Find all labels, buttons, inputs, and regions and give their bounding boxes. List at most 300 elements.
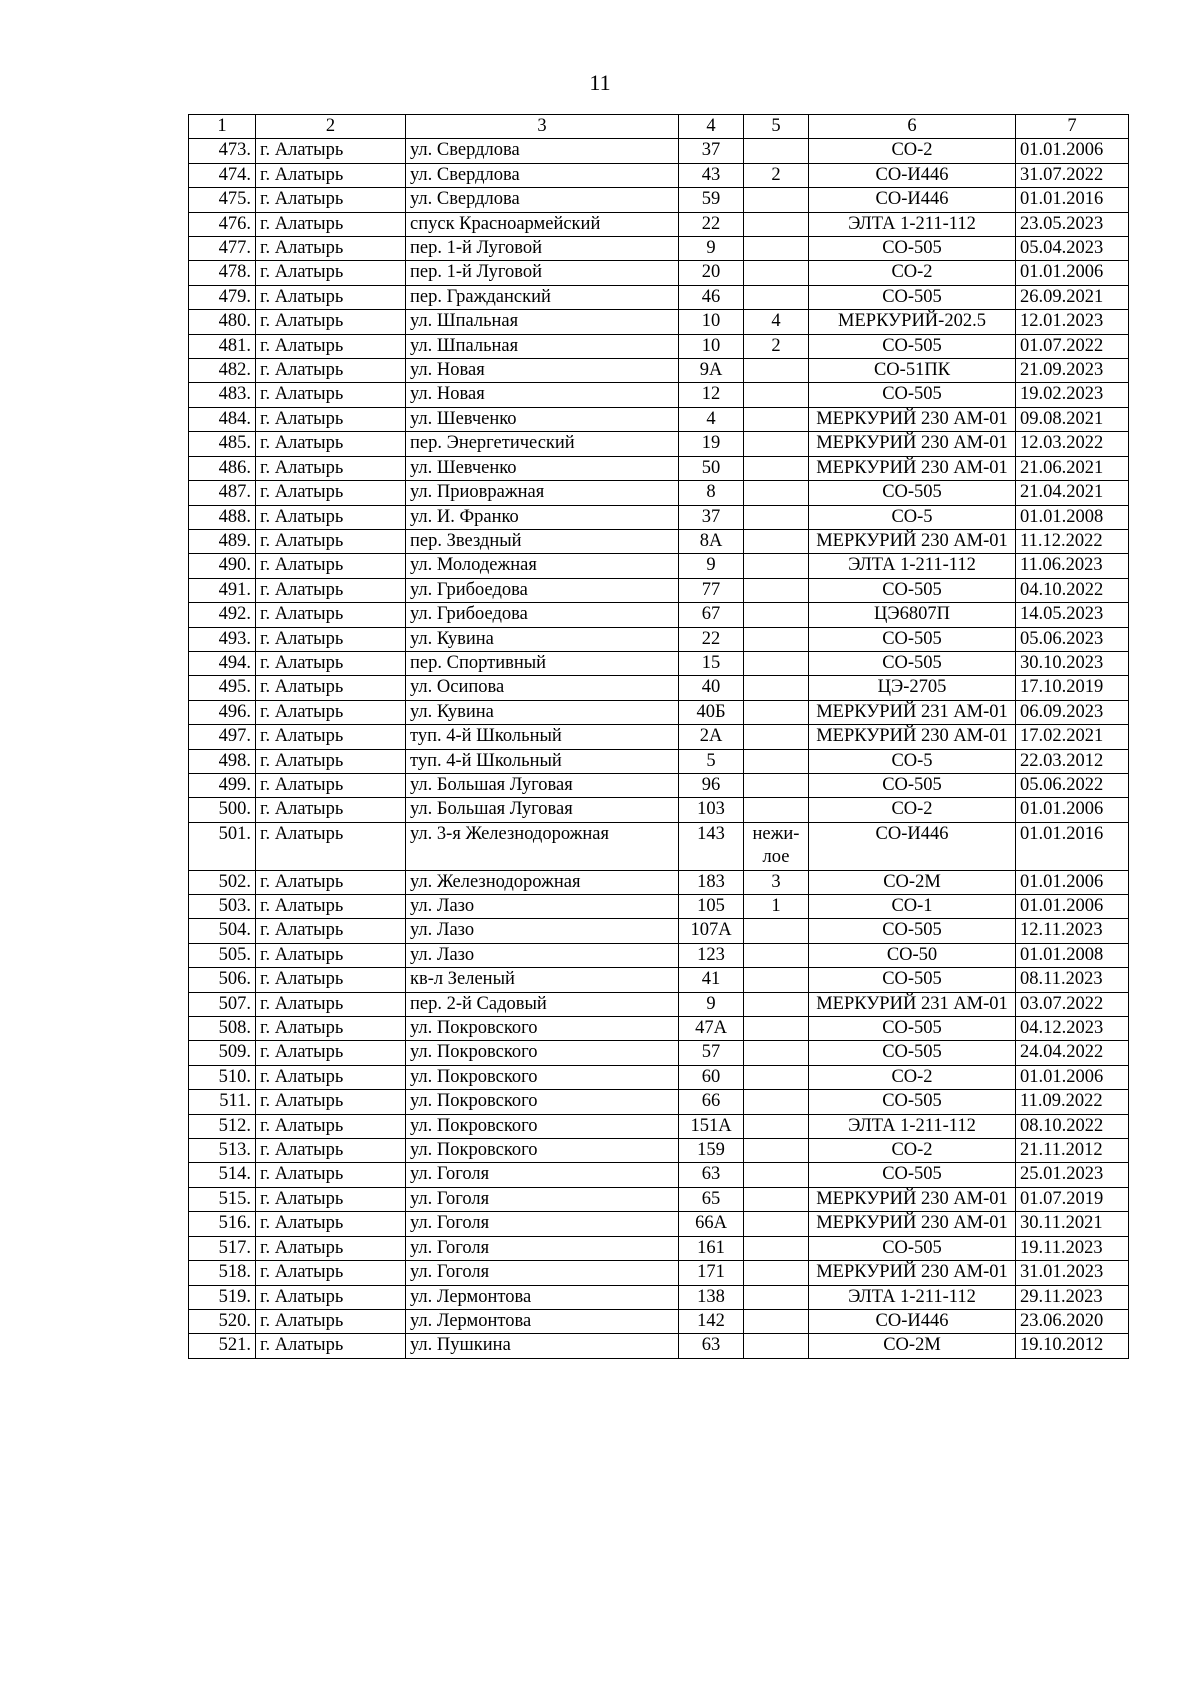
street-cell: ул. Шпальная [406,334,679,358]
street-cell: ул. Покровского [406,1114,679,1138]
install-date-cell: 12.03.2022 [1016,432,1129,456]
row-number-cell: 520. [189,1309,256,1333]
house-number-cell: 40 [679,676,744,700]
street-cell: пер. Энергетический [406,432,679,456]
city-cell: г. Алатырь [256,334,406,358]
house-number-cell: 9 [679,237,744,261]
header-row [189,115,1129,139]
city-cell: г. Алатырь [256,968,406,992]
table-row [189,1236,1129,1260]
street-cell: ул. Покровского [406,1017,679,1041]
street-cell: пер. Спортивный [406,651,679,675]
install-date-cell: 01.01.2008 [1016,943,1129,967]
city-cell: г. Алатырь [256,1285,406,1309]
row-number-cell: 509. [189,1041,256,1065]
house-number-cell: 63 [679,1334,744,1358]
house-number-cell: 9 [679,554,744,578]
city-cell: г. Алатырь [256,1041,406,1065]
city-cell: г. Алатырь [256,1334,406,1358]
street-cell: ул. Гоголя [406,1187,679,1211]
meter-type-cell: СО-505 [809,383,1016,407]
street-cell: ул. Грибоедова [406,603,679,627]
install-date-cell: 01.07.2022 [1016,334,1129,358]
table-row [189,139,1129,163]
city-cell: г. Алатырь [256,870,406,894]
apartment-cell [744,505,809,529]
table-row [189,870,1129,894]
apartment-cell [744,1139,809,1163]
row-number-cell: 491. [189,578,256,602]
table-row [189,968,1129,992]
house-number-cell: 37 [679,139,744,163]
install-date-cell: 01.01.2016 [1016,188,1129,212]
install-date-cell: 30.11.2021 [1016,1212,1129,1236]
install-date-cell: 01.07.2019 [1016,1187,1129,1211]
meter-type-cell: СО-505 [809,1236,1016,1260]
table-row [189,1334,1129,1358]
install-date-cell: 30.10.2023 [1016,651,1129,675]
street-cell: ул. Гоголя [406,1212,679,1236]
row-number-cell: 495. [189,676,256,700]
meter-type-cell: СО-505 [809,968,1016,992]
apartment-cell [744,1090,809,1114]
row-number-cell: 487. [189,481,256,505]
table-row [189,676,1129,700]
table-row [189,554,1129,578]
table-row [189,505,1129,529]
street-cell: ул. Лермонтова [406,1309,679,1333]
house-number-cell: 171 [679,1261,744,1285]
meter-type-cell: СО-505 [809,237,1016,261]
apartment-cell [744,1041,809,1065]
street-cell: спуск Красноармейский [406,212,679,236]
meter-type-cell: СО-2 [809,798,1016,822]
house-number-cell: 159 [679,1139,744,1163]
install-date-cell: 01.01.2008 [1016,505,1129,529]
apartment-cell [744,968,809,992]
row-number-cell: 477. [189,237,256,261]
table-row [189,725,1129,749]
street-cell: ул. Лазо [406,943,679,967]
street-cell: ул. Гоголя [406,1261,679,1285]
install-date-cell: 19.11.2023 [1016,1236,1129,1260]
meter-type-cell: СО-И446 [809,188,1016,212]
apartment-cell [744,1065,809,1089]
house-number-cell: 105 [679,895,744,919]
house-number-cell: 19 [679,432,744,456]
house-number-cell: 20 [679,261,744,285]
street-cell: ул. Гоголя [406,1163,679,1187]
street-cell: ул. Свердлова [406,139,679,163]
street-cell: ул. Гоголя [406,1236,679,1260]
table-row [189,1285,1129,1309]
city-cell: г. Алатырь [256,456,406,480]
install-date-cell: 08.11.2023 [1016,968,1129,992]
street-cell: ул. Приовражная [406,481,679,505]
table-row [189,261,1129,285]
street-cell: ул. Покровского [406,1090,679,1114]
install-date-cell: 01.01.2006 [1016,139,1129,163]
row-number-cell: 483. [189,383,256,407]
row-number-cell: 499. [189,773,256,797]
table-row [189,163,1129,187]
row-number-cell: 494. [189,651,256,675]
table-row [189,822,1129,870]
row-number-cell: 490. [189,554,256,578]
city-cell: г. Алатырь [256,943,406,967]
street-cell: ул. Свердлова [406,163,679,187]
install-date-cell: 12.11.2023 [1016,919,1129,943]
apartment-cell: нежи-лое [744,822,809,870]
install-date-cell: 29.11.2023 [1016,1285,1129,1309]
meter-type-cell: СО-505 [809,578,1016,602]
apartment-cell [744,1114,809,1138]
apartment-cell [744,919,809,943]
install-date-cell: 23.06.2020 [1016,1309,1129,1333]
row-number-cell: 503. [189,895,256,919]
row-number-cell: 473. [189,139,256,163]
table-row [189,773,1129,797]
city-cell: г. Алатырь [256,676,406,700]
install-date-cell: 11.12.2022 [1016,529,1129,553]
meter-type-cell: СО-51ПК [809,359,1016,383]
row-number-cell: 478. [189,261,256,285]
house-number-cell: 15 [679,651,744,675]
row-number-cell: 492. [189,603,256,627]
house-number-cell: 66 [679,1090,744,1114]
meter-type-cell: СО-505 [809,627,1016,651]
meter-type-cell: МЕРКУРИЙ 231 АМ-01 [809,700,1016,724]
city-cell: г. Алатырь [256,1236,406,1260]
house-number-cell: 67 [679,603,744,627]
city-cell: г. Алатырь [256,895,406,919]
city-cell: г. Алатырь [256,578,406,602]
install-date-cell: 17.02.2021 [1016,725,1129,749]
city-cell: г. Алатырь [256,651,406,675]
row-number-cell: 500. [189,798,256,822]
street-cell: ул. Покровского [406,1041,679,1065]
table-row [189,1212,1129,1236]
install-date-cell: 04.12.2023 [1016,1017,1129,1041]
meter-type-cell: МЕРКУРИЙ 230 АМ-01 [809,407,1016,431]
meter-type-cell: МЕРКУРИЙ 230 АМ-01 [809,1187,1016,1211]
house-number-cell: 63 [679,1163,744,1187]
meter-type-cell: МЕРКУРИЙ-202.5 [809,310,1016,334]
meter-type-cell: СО-50 [809,943,1016,967]
apartment-cell [744,651,809,675]
street-cell: ул. Свердлова [406,188,679,212]
city-cell: г. Алатырь [256,1114,406,1138]
house-number-cell: 22 [679,627,744,651]
city-cell: г. Алатырь [256,992,406,1016]
house-number-cell: 50 [679,456,744,480]
row-number-cell: 501. [189,822,256,870]
street-cell: туп. 4-й Школьный [406,725,679,749]
house-number-cell: 46 [679,285,744,309]
column-header: 6 [809,115,1016,139]
install-date-cell: 01.01.2006 [1016,261,1129,285]
house-number-cell: 40Б [679,700,744,724]
city-cell: г. Алатырь [256,505,406,529]
apartment-cell [744,725,809,749]
city-cell: г. Алатырь [256,749,406,773]
street-cell: ул. Покровского [406,1139,679,1163]
apartment-cell [744,481,809,505]
house-number-cell: 57 [679,1041,744,1065]
city-cell: г. Алатырь [256,188,406,212]
table-row [189,1139,1129,1163]
street-cell: пер. Звездный [406,529,679,553]
house-number-cell: 66А [679,1212,744,1236]
city-cell: г. Алатырь [256,481,406,505]
street-cell: пер. 2-й Садовый [406,992,679,1016]
meter-type-cell: ЭЛТА 1-211-112 [809,212,1016,236]
house-number-cell: 10 [679,310,744,334]
city-cell: г. Алатырь [256,798,406,822]
apartment-cell [744,383,809,407]
row-number-cell: 476. [189,212,256,236]
table-row [189,603,1129,627]
install-date-cell: 11.09.2022 [1016,1090,1129,1114]
street-cell: ул. Большая Луговая [406,798,679,822]
city-cell: г. Алатырь [256,407,406,431]
meter-type-cell: СО-И446 [809,163,1016,187]
house-number-cell: 138 [679,1285,744,1309]
install-date-cell: 31.07.2022 [1016,163,1129,187]
install-date-cell: 26.09.2021 [1016,285,1129,309]
house-number-cell: 43 [679,163,744,187]
row-number-cell: 488. [189,505,256,529]
row-number-cell: 489. [189,529,256,553]
house-number-cell: 2А [679,725,744,749]
house-number-cell: 5 [679,749,744,773]
meter-type-cell: СО-505 [809,1163,1016,1187]
meter-type-cell: ЭЛТА 1-211-112 [809,554,1016,578]
column-header: 4 [679,115,744,139]
meter-type-cell: СО-И446 [809,1309,1016,1333]
meter-type-cell: МЕРКУРИЙ 230 АМ-01 [809,1261,1016,1285]
apartment-cell [744,943,809,967]
meter-type-cell: МЕРКУРИЙ 231 АМ-01 [809,992,1016,1016]
city-cell: г. Алатырь [256,822,406,870]
install-date-cell: 23.05.2023 [1016,212,1129,236]
house-number-cell: 103 [679,798,744,822]
row-number-cell: 521. [189,1334,256,1358]
column-header: 5 [744,115,809,139]
install-date-cell: 01.01.2006 [1016,1065,1129,1089]
house-number-cell: 12 [679,383,744,407]
city-cell: г. Алатырь [256,261,406,285]
table-row [189,456,1129,480]
house-number-cell: 77 [679,578,744,602]
row-number-cell: 481. [189,334,256,358]
meter-type-cell: СО-2М [809,870,1016,894]
apartment-cell: 2 [744,334,809,358]
meter-type-cell: СО-2 [809,1139,1016,1163]
column-header: 7 [1016,115,1129,139]
table-row [189,943,1129,967]
row-number-cell: 518. [189,1261,256,1285]
meter-type-cell: МЕРКУРИЙ 230 АМ-01 [809,725,1016,749]
install-date-cell: 08.10.2022 [1016,1114,1129,1138]
install-date-cell: 22.03.2012 [1016,749,1129,773]
apartment-cell [744,700,809,724]
row-number-cell: 486. [189,456,256,480]
city-cell: г. Алатырь [256,1163,406,1187]
apartment-cell [744,212,809,236]
table-row [189,1163,1129,1187]
table-row [189,481,1129,505]
install-date-cell: 06.09.2023 [1016,700,1129,724]
house-number-cell: 59 [679,188,744,212]
city-cell: г. Алатырь [256,773,406,797]
install-date-cell: 25.01.2023 [1016,1163,1129,1187]
row-number-cell: 511. [189,1090,256,1114]
house-number-cell: 161 [679,1236,744,1260]
install-date-cell: 05.06.2022 [1016,773,1129,797]
street-cell: пер. 1-й Луговой [406,261,679,285]
apartment-cell [744,1163,809,1187]
apartment-cell [744,603,809,627]
meter-type-cell: СО-505 [809,481,1016,505]
meter-type-cell: СО-505 [809,285,1016,309]
apartment-cell: 3 [744,870,809,894]
install-date-cell: 21.09.2023 [1016,359,1129,383]
row-number-cell: 516. [189,1212,256,1236]
row-number-cell: 508. [189,1017,256,1041]
street-cell: ул. И. Франко [406,505,679,529]
street-cell: ул. 3-я Железнодорожная [406,822,679,870]
apartment-cell [744,1017,809,1041]
apartment-cell [744,1309,809,1333]
city-cell: г. Алатырь [256,432,406,456]
table-body [189,139,1129,1358]
house-number-cell: 142 [679,1309,744,1333]
house-number-cell: 41 [679,968,744,992]
apartment-cell [744,456,809,480]
install-date-cell: 24.04.2022 [1016,1041,1129,1065]
row-number-cell: 493. [189,627,256,651]
apartment-cell [744,627,809,651]
city-cell: г. Алатырь [256,310,406,334]
meter-type-cell: СО-5 [809,749,1016,773]
column-header: 1 [189,115,256,139]
install-date-cell: 05.06.2023 [1016,627,1129,651]
row-number-cell: 485. [189,432,256,456]
table-header [189,115,1129,139]
city-cell: г. Алатырь [256,212,406,236]
city-cell: г. Алатырь [256,725,406,749]
apartment-cell [744,749,809,773]
page-number: 11 [589,70,611,95]
street-cell: пер. Гражданский [406,285,679,309]
row-number-cell: 514. [189,1163,256,1187]
apartment-cell [744,407,809,431]
table-row [189,1309,1129,1333]
house-number-cell: 123 [679,943,744,967]
apartment-cell: 4 [744,310,809,334]
apartment-cell [744,529,809,553]
house-number-cell: 65 [679,1187,744,1211]
street-cell: ул. Большая Луговая [406,773,679,797]
street-cell: ул. Кувина [406,627,679,651]
city-cell: г. Алатырь [256,1187,406,1211]
table-row [189,407,1129,431]
meter-type-cell: СО-505 [809,651,1016,675]
meter-type-cell: СО-5 [809,505,1016,529]
city-cell: г. Алатырь [256,1139,406,1163]
row-number-cell: 482. [189,359,256,383]
apartment-cell [744,1187,809,1211]
install-date-cell: 31.01.2023 [1016,1261,1129,1285]
city-cell: г. Алатырь [256,603,406,627]
city-cell: г. Алатырь [256,700,406,724]
install-date-cell: 19.10.2012 [1016,1334,1129,1358]
table-row [189,359,1129,383]
street-cell: пер. 1-й Луговой [406,237,679,261]
apartment-cell: 2 [744,163,809,187]
install-date-cell: 11.06.2023 [1016,554,1129,578]
house-number-cell: 37 [679,505,744,529]
table-row [189,1017,1129,1041]
row-number-cell: 515. [189,1187,256,1211]
row-number-cell: 497. [189,725,256,749]
street-cell: ул. Лазо [406,919,679,943]
meter-type-cell: СО-505 [809,1090,1016,1114]
install-date-cell: 05.04.2023 [1016,237,1129,261]
row-number-cell: 510. [189,1065,256,1089]
row-number-cell: 474. [189,163,256,187]
table-row [189,895,1129,919]
street-cell: ул. Лазо [406,895,679,919]
city-cell: г. Алатырь [256,285,406,309]
house-number-cell: 8А [679,529,744,553]
install-date-cell: 01.01.2016 [1016,822,1129,870]
house-number-cell: 8 [679,481,744,505]
street-cell: ул. Новая [406,383,679,407]
table-row [189,237,1129,261]
row-number-cell: 484. [189,407,256,431]
city-cell: г. Алатырь [256,627,406,651]
apartment-cell [744,773,809,797]
meter-type-cell: ЭЛТА 1-211-112 [809,1114,1016,1138]
row-number-cell: 507. [189,992,256,1016]
table-row [189,798,1129,822]
install-date-cell: 04.10.2022 [1016,578,1129,602]
house-number-cell: 10 [679,334,744,358]
meter-type-cell: СО-2 [809,1065,1016,1089]
apartment-cell [744,139,809,163]
row-number-cell: 496. [189,700,256,724]
meter-type-cell: МЕРКУРИЙ 230 АМ-01 [809,529,1016,553]
install-date-cell: 12.01.2023 [1016,310,1129,334]
street-cell: ул. Железнодорожная [406,870,679,894]
install-date-cell: 21.04.2021 [1016,481,1129,505]
house-number-cell: 4 [679,407,744,431]
apartment-cell [744,432,809,456]
apartment-cell [744,285,809,309]
apartment-cell [744,261,809,285]
city-cell: г. Алатырь [256,383,406,407]
street-cell: ул. Шевченко [406,407,679,431]
row-number-cell: 504. [189,919,256,943]
house-number-cell: 183 [679,870,744,894]
meter-type-cell: СО-И446 [809,822,1016,870]
meter-type-cell: СО-2М [809,1334,1016,1358]
street-cell: ул. Покровского [406,1065,679,1089]
street-cell: туп. 4-й Школьный [406,749,679,773]
row-number-cell: 517. [189,1236,256,1260]
